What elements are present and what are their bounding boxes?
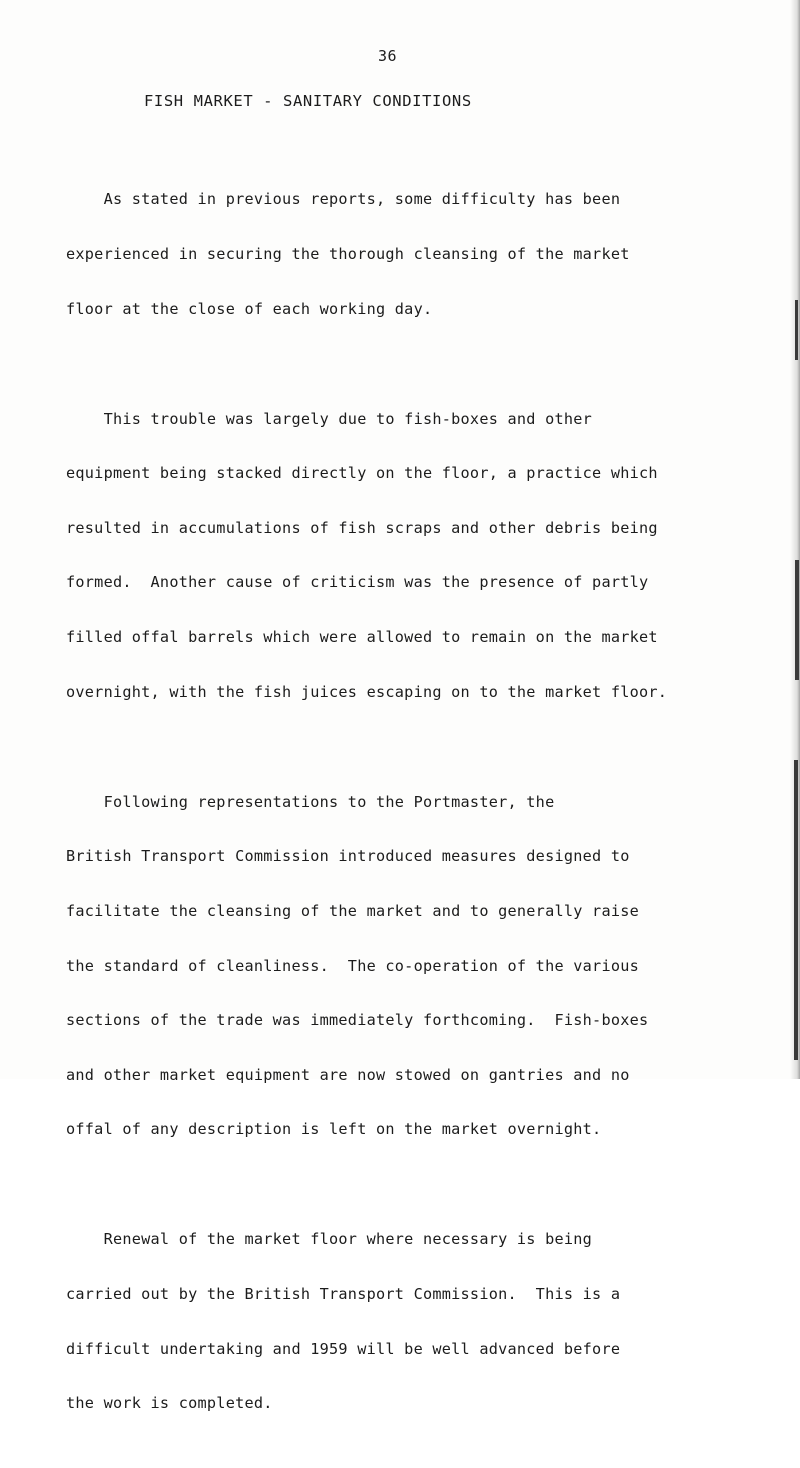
text-line: overnight, with the fish juices escaping on to the market floor. [66,682,668,701]
text-line: the work is completed. [66,1394,273,1413]
scan-edge-mark [795,300,798,360]
text-line: As stated in previous reports, some difficulty has been [66,190,621,209]
text-line: difficult undertaking and 1959 will be well advanced before [66,1339,621,1358]
text-line: offal of any description is left on the market overnight. [66,1120,602,1139]
page-title: FISH MARKET - SANITARY CONDITIONS [144,92,472,110]
text-line: the standard of cleanliness. The co-operation of the various [66,956,640,975]
paragraph [66,1194,796,1449]
text-line: Renewal of the market floor where necessary is being [66,1230,593,1249]
text-line: Following representations to the Portmaster, the [66,792,555,811]
text-line: equipment being stacked directly on the floor, a practice which [66,464,658,483]
text-line: and other market equipment are now stowed on gantries and no [66,1065,630,1084]
text-line: British Transport Commission introduced measures designed to [66,847,630,866]
document-body [66,154,796,1468]
text-line: experienced in securing the thorough cleansing of the market [66,245,630,264]
scan-edge-mark [794,760,798,1060]
text-line: sections of the trade was immediately forthcoming. Fish-boxes [66,1011,649,1030]
text-line: floor at the close of each working day. [66,299,433,318]
paragraph [66,756,796,1175]
text-line: formed. Another cause of criticism was the presence of partly [66,573,649,592]
scan-edge-mark [795,560,799,680]
text-line: filled offal barrels which were allowed to remain on the market [66,628,658,647]
text-line: facilitate the cleansing of the market and to generally raise [66,901,640,920]
page-number: 36 [378,47,398,65]
text-line: resulted in accumulations of fish scraps and other debris being [66,518,658,537]
paragraph [66,373,796,737]
paragraph [66,154,796,354]
text-line: This trouble was largely due to fish-boxes and other [66,409,593,428]
text-line: carried out by the British Transport Commission. This is a [66,1284,621,1303]
